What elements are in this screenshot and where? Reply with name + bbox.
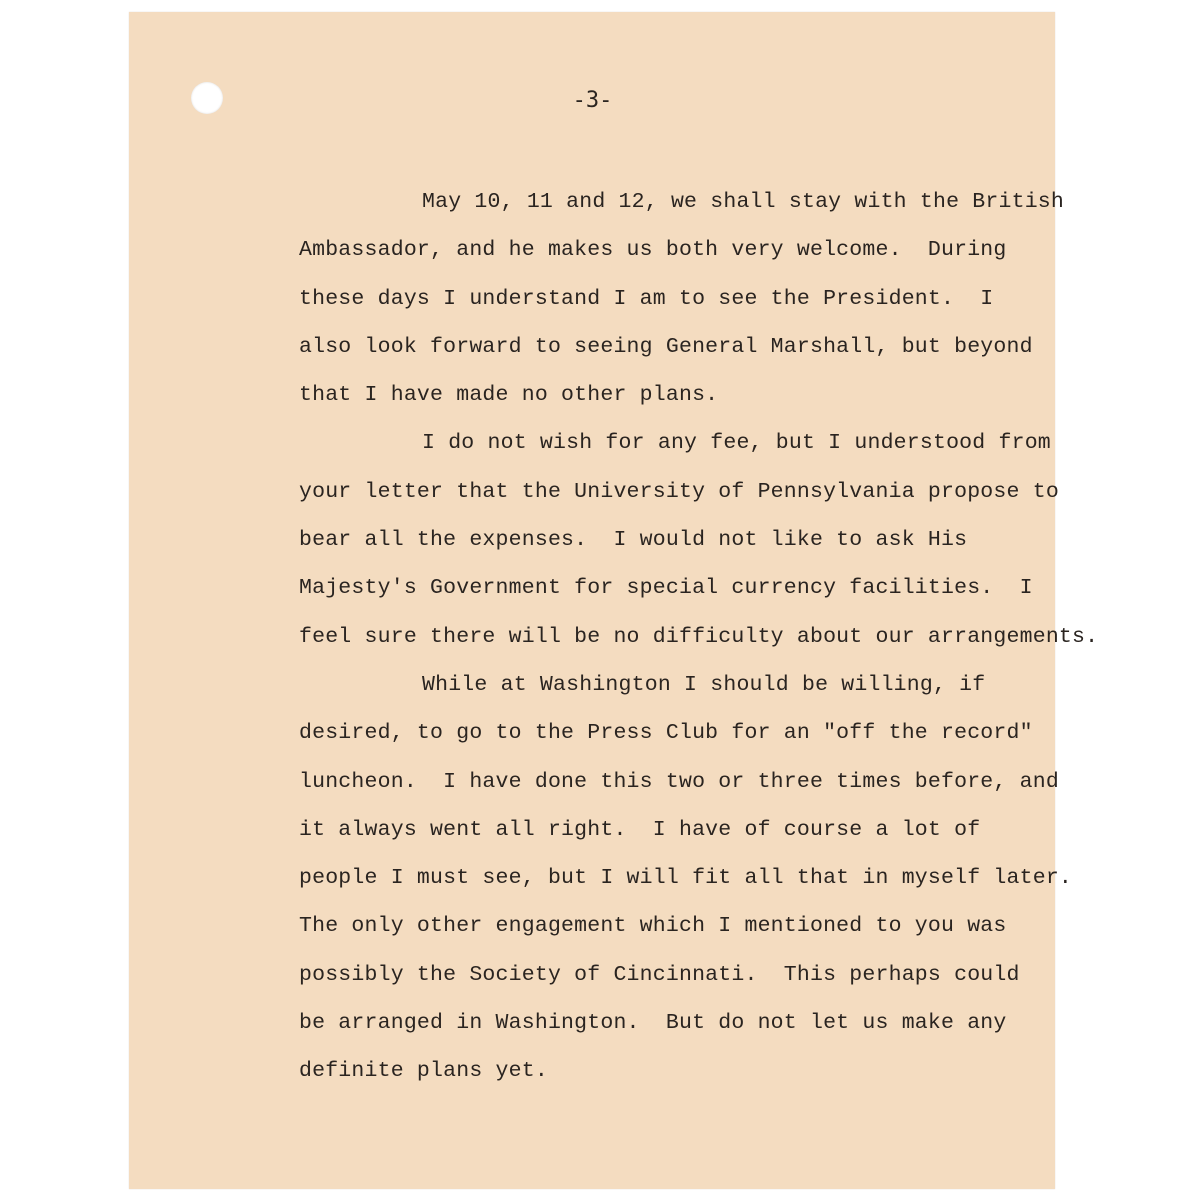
paragraph-line: also look forward to seeing General Marshall, but beyond [299,334,1033,359]
paragraph-line: it always went all right. I have of course a lot of [299,817,981,842]
paragraph-line: definite plans yet. [299,1059,548,1084]
paragraph-line: possibly the Society of Cincinnati. This perhaps could [299,962,1020,987]
paragraph-line: your letter that the University of Pennsylvania propose to [299,479,1059,504]
paragraph-line: these days I understand I am to see the President. I [299,286,994,311]
paragraph-line: feel sure there will be no difficulty about our arrangements. [299,624,1099,649]
paragraph-line: I do not wish for any fee, but I understood from [422,431,1051,456]
paragraph-line: Majesty's Government for special currency facilities. I [299,576,1033,601]
paragraph-line: people I must see, but I will fit all that in myself later. [299,866,1073,891]
paragraph-line: While at Washington I should be willing, if [422,672,986,697]
paragraph-line: that I have made no other plans. [299,383,719,408]
letter-body [299,178,1099,1096]
page-number: -3- [572,88,613,113]
paragraph-line: May 10, 11 and 12, we shall stay with the British [422,190,1065,214]
paragraph-line: bear all the expenses. I would not like to ask His [299,528,968,553]
paragraph-line: Ambassador, and he makes us both very welcome. During [299,238,1007,263]
paragraph-line: desired, to go to the Press Club for an "off the record" [299,721,1033,746]
paragraph-line: The only other engagement which I mentioned to you was [299,914,1007,939]
paragraph-line: luncheon. I have done this two or three times before, and [299,769,1059,794]
paragraph-line: be arranged in Washington. But do not let us make any [299,1011,1007,1036]
